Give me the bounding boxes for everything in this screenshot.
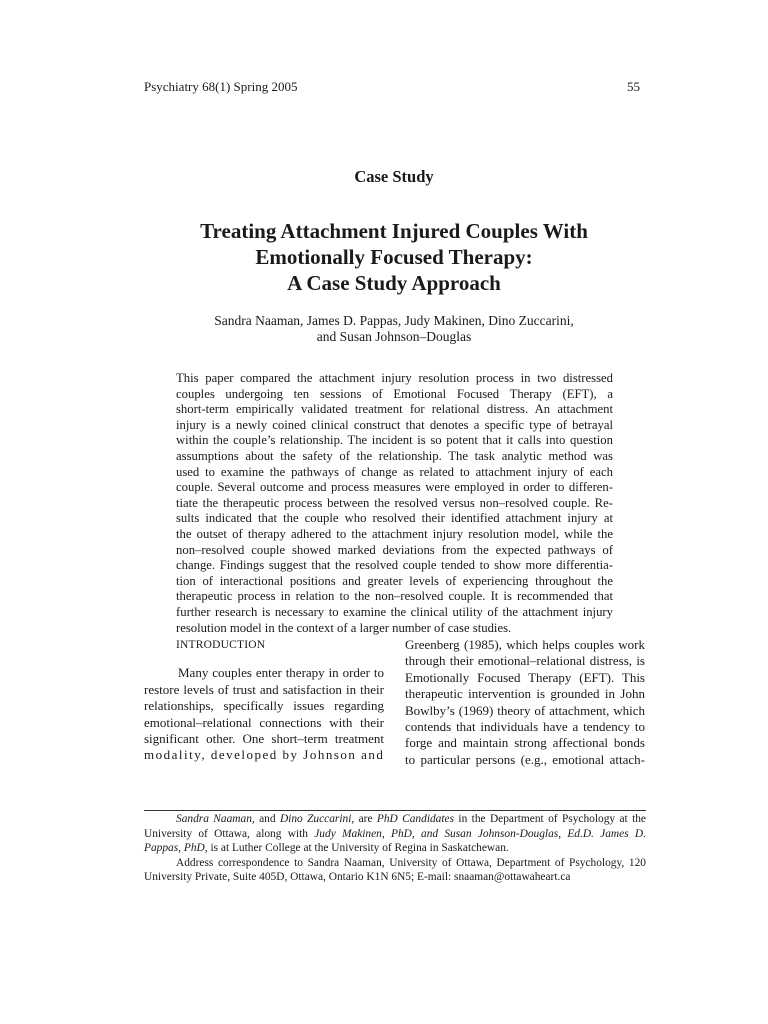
footnote-author: Dino Zuccarini, — [279, 813, 355, 825]
body-line: Bowlby’s (1969) theory of attachment, which — [405, 702, 645, 718]
title-line: A Case Study Approach — [287, 271, 501, 295]
footnote-line — [144, 812, 646, 827]
body-line: significant other. One short–term treatment — [144, 731, 384, 747]
abstract-line: This paper compared the attachment injury resolution process in two distressed — [176, 371, 613, 385]
title-line: Treating Attachment Injured Couples With — [200, 219, 588, 243]
abstract-line: therapeutic process in relation to the non–resolved couple. It is recommended that — [176, 589, 613, 604]
footnote-address-line: Address correspondence to Sandra Naaman, University of Ottawa, Department of Psychology, 120 — [176, 856, 646, 869]
body-line: contends that individuals have a tendency to — [405, 719, 645, 735]
abstract-line: couple. Several outcome and process measures were employed in order to differen- — [176, 480, 613, 495]
body-line: relationships, specifically issues regarding — [144, 698, 384, 714]
abstract-line: tion of interactional positions and greater levels of experiencing throughout the — [176, 573, 613, 588]
running-head — [144, 79, 640, 95]
footnote-author: Sandra Naaman, — [176, 813, 255, 825]
section-heading: INTRODUCTION — [176, 639, 266, 651]
footnote-text: and — [254, 813, 280, 825]
footnote-line — [144, 827, 646, 842]
abstract-line: within the couple’s relationship. The incident is so potent that it calls into question — [176, 433, 613, 448]
body-line: Emotionally Focused Therapy (EFT). This — [405, 669, 645, 685]
footnote-author: Judy Makinen, PhD, and Susan Johnson-Douglas, Ed.D. James D. — [314, 827, 646, 840]
abstract-line: the outset of therapy adhered to the attachment injury resolution model, while the — [176, 526, 613, 541]
footnote-divider — [144, 810, 646, 811]
footnote-text: are — [354, 813, 377, 825]
footnote-text: is at Luther College at the University of Regina in Saskatchewan. — [207, 842, 509, 855]
footnotes — [144, 812, 646, 885]
abstract — [176, 371, 613, 636]
footnote-text: in the Department of Psychology at the — [454, 813, 646, 825]
author-list — [150, 313, 638, 345]
footnote-author: Pappas, PhD, — [144, 842, 208, 855]
abstract-line: couples undergoing ten sessions of Emotional Focused Therapy (EFT), a — [176, 386, 613, 401]
author-line: and Susan Johnson–Douglas — [316, 329, 472, 344]
abstract-line: assumptions about the safety of the relationship. The task analytic method was — [176, 448, 613, 463]
footnote-address-line: University Private, Suite 405D, Ottawa, Ontario K1N 6N5; E-mail: snaaman@ottawaheart.ca — [144, 871, 571, 884]
abstract-line: short-term empirically validated treatment for relational distress. An attachment — [176, 402, 613, 417]
abstract-line: change. Findings suggest that the resolved couple tended to show more differentia- — [176, 558, 613, 573]
footnote-line — [144, 841, 646, 856]
body-line: Greenberg (1985), which helps couples work — [405, 637, 645, 652]
abstract-line: further research is necessary to examine the clinical utility of the attachment injury — [176, 604, 613, 619]
body-line: therapeutic intervention is grounded in John — [405, 686, 645, 702]
body-column-right — [405, 637, 645, 768]
abstract-line: used to examine the pathways of change as related to attachment injury of each — [176, 464, 613, 479]
footnote-role: PhD Candidates — [376, 813, 455, 825]
body-line: to particular persons (e.g., emotional attach- — [405, 751, 645, 767]
body-column-left — [144, 637, 384, 764]
abstract-line: non–resolved couple showed marked deviations from the expected pathways of — [176, 542, 613, 557]
abstract-line: sults indicated that the couple who resolved their identified attachment injury at — [176, 511, 613, 526]
body-line: forge and maintain strong affectional bonds — [405, 735, 645, 751]
abstract-line: tiate the therapeutic process between the resolved versus non–resolved couple. Re- — [176, 495, 613, 510]
section-label: Case Study — [354, 167, 434, 186]
abstract-line: resolution model in the context of a larger number of case studies. — [176, 620, 512, 635]
journal-citation: Psychiatry 68(1) Spring 2005 — [144, 79, 298, 94]
footnote-text: University of Ottawa, along with — [144, 827, 315, 840]
body-line: modality, developed by Johnson and — [144, 747, 385, 763]
body-line: Many couples enter therapy in order to — [178, 665, 384, 681]
title-line: Emotionally Focused Therapy: — [255, 245, 533, 269]
page-number: 55 — [627, 79, 640, 94]
author-line: Sandra Naaman, James D. Pappas, Judy Makinen, Dino Zuccarini, — [214, 313, 574, 328]
abstract-line: injury is a newly coined clinical construct that denotes a specific type of betrayal — [176, 417, 613, 432]
body-line: through their emotional–relational distress, is — [405, 653, 645, 669]
body-line: emotional–relational connections with their — [144, 714, 384, 730]
body-line: restore levels of trust and satisfaction in their — [144, 681, 384, 697]
article-title — [150, 218, 638, 296]
